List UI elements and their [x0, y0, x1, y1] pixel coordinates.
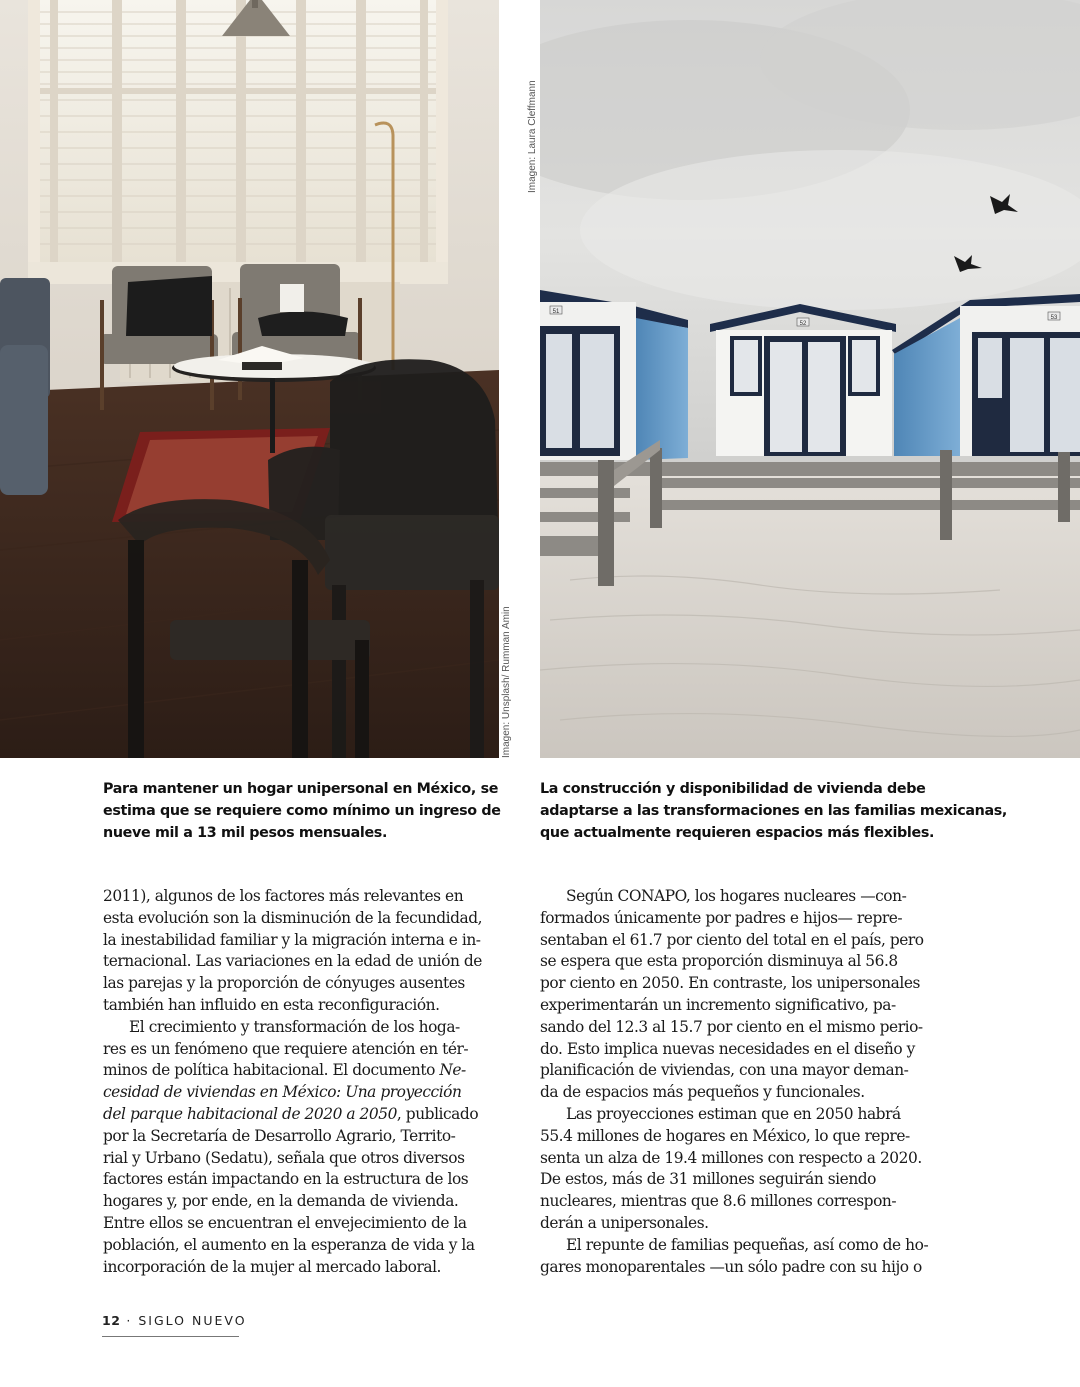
body-line: la inestabilidad familiar y la migración interna e in-	[103, 930, 481, 949]
body-line: factores están impactando en la estructura de los	[103, 1170, 469, 1189]
body-line: 2011), algunos de los factores más relevantes en	[103, 887, 464, 905]
body-line: sando del 12.3 al 15.7 por ciento en el mismo perio-	[540, 1017, 923, 1036]
photo-credit-left: Imagen: Unsplash/ Rumman Amin	[501, 606, 512, 758]
photo-credit-right: Imagen: Laura Cleffmann	[527, 80, 538, 193]
body-line: por ciento en 2050. En contraste, los unipersonales	[540, 974, 920, 993]
page-footer	[102, 1313, 247, 1328]
footer-rule	[102, 1336, 239, 1337]
body-line: también han influido en esta reconfiguración.	[103, 995, 440, 1014]
body-line: hogares y, por ende, en la demanda de vivienda.	[103, 1192, 459, 1211]
body-line: formados únicamente por padres e hijos— repre-	[540, 908, 903, 927]
body-line: minos de política habitacional. El documento Ne-	[103, 1061, 466, 1080]
body-line: por la Secretaría de Desarrollo Agrario, Territo-	[103, 1126, 456, 1145]
body-line: gares monoparentales —un sólo padre con su hijo o	[540, 1257, 922, 1276]
cabin-number-52: 52	[799, 321, 807, 327]
body-line: se espera que esta proporción disminuya al 56.8	[540, 952, 898, 971]
body-line: incorporación de la mujer al mercado laboral.	[103, 1257, 441, 1276]
photo-caption-right	[540, 778, 1007, 844]
body-line: De estos, más de 31 millones seguirán siendo	[540, 1170, 876, 1189]
body-line: experimentarán un incremento significativo, pa-	[540, 995, 896, 1014]
caption-line: Para mantener un hogar unipersonal en México, se	[103, 781, 499, 797]
magazine-name: SIGLO NUEVO	[138, 1313, 247, 1328]
cabin-number-51: 51	[552, 309, 560, 315]
body-line: res es un fenómeno que requiere atención en tér-	[103, 1039, 469, 1058]
body-line: del parque habitacional de 2020 a 2050, publicado	[103, 1104, 479, 1123]
body-line: nucleares, mientras que 8.6 millones correspon-	[540, 1192, 897, 1211]
body-line: Según CONAPO, los hogares nucleares —con-	[566, 887, 907, 905]
body-line: Entre ellos se encuentran el envejecimiento de la	[103, 1213, 467, 1232]
caption-line: que actualmente requieren espacios más flexibles.	[540, 825, 935, 841]
body-line: cesidad de viviendas en México: Una proyección	[103, 1083, 462, 1102]
body-line: da de espacios más pequeños y funcionales.	[540, 1083, 865, 1102]
body-line: Las proyecciones estiman que en 2050 habrá	[566, 1104, 901, 1123]
body-line: El repunte de familias pequeñas, así como de ho-	[566, 1235, 929, 1254]
page-number: 12	[102, 1313, 121, 1328]
body-line: planificación de viviendas, con una mayor deman-	[540, 1061, 909, 1080]
footer-separator: ·	[126, 1313, 133, 1328]
body-line: ternacional. Las variaciones en la edad de unión de	[103, 952, 482, 971]
body-line: El crecimiento y transformación de los hoga-	[129, 1017, 460, 1036]
body-column-right	[540, 886, 940, 1278]
caption-line: estima que se requiere como mínimo un ingreso de	[103, 803, 501, 819]
body-line: derán a unipersonales.	[540, 1213, 709, 1232]
caption-line: La construcción y disponibilidad de vivienda debe	[540, 781, 926, 797]
cabin-number-53: 53	[1050, 315, 1058, 321]
body-line: esta evolución son la disminución de la fecundidad,	[103, 908, 483, 927]
body-column-left	[103, 886, 498, 1278]
caption-line: adaptarse a las transformaciones en las familias mexicanas,	[540, 803, 1008, 819]
beach-cabins-photo	[540, 0, 1080, 758]
body-line: población, el aumento en la esperanza de vida y la	[103, 1235, 475, 1254]
living-room-photo	[0, 0, 499, 758]
caption-line: nueve mil a 13 mil pesos mensuales.	[103, 825, 388, 841]
photo-caption-left	[103, 778, 501, 844]
body-line: 55.4 millones de hogares en México, lo que repre-	[540, 1126, 910, 1145]
body-line: senta un alza de 19.4 millones con respecto a 2020.	[540, 1148, 922, 1167]
body-line: rial y Urbano (Sedatu), señala que otros diversos	[103, 1148, 465, 1167]
body-line: sentaban el 61.7 por ciento del total en el país, pero	[540, 930, 924, 949]
body-line: las parejas y la proporción de cónyuges ausentes	[103, 974, 465, 993]
body-line: do. Esto implica nuevas necesidades en el diseño y	[540, 1039, 915, 1058]
